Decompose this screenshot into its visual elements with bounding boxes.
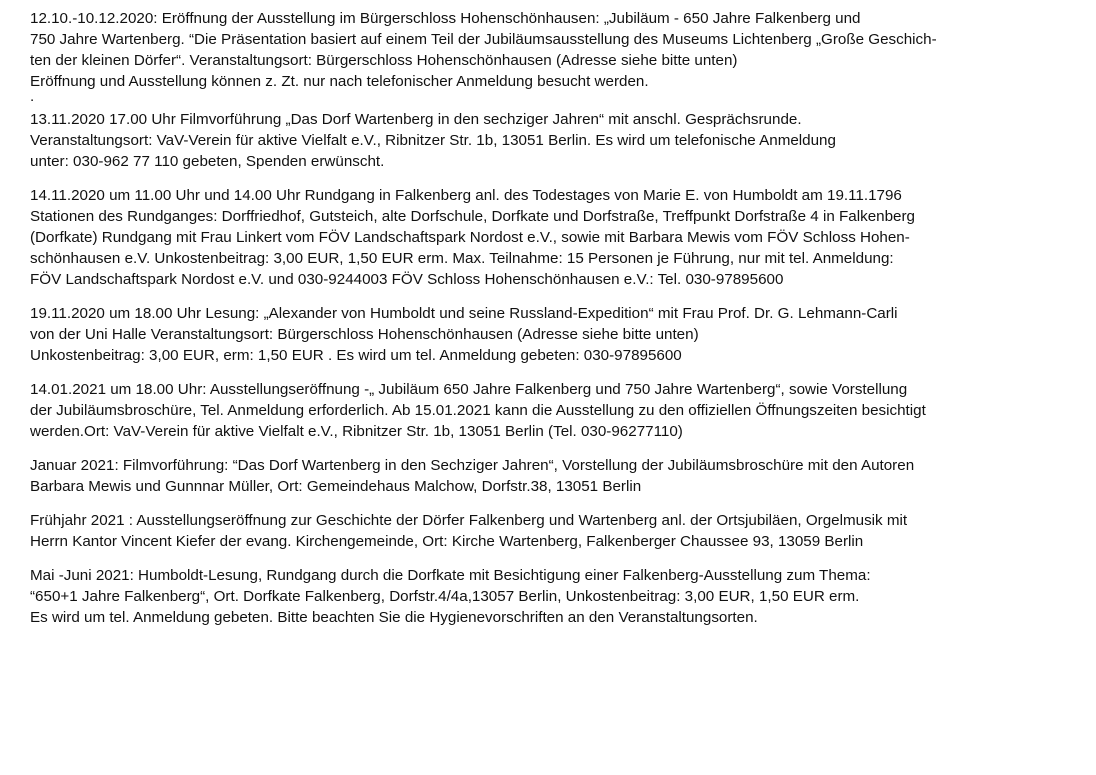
- spacer: [30, 552, 1090, 565]
- event-text-line: Veranstaltungsort: VaV-Verein für aktive Vielfalt e.V., Ribnitzer Str. 1b, 13051 Berlin. Es wird um telefonische Anmeldung: [30, 132, 836, 149]
- spacer: [30, 172, 1090, 185]
- event-text-line: werden.Ort: VaV-Verein für aktive Vielfalt e.V., Ribnitzer Str. 1b, 13051 Berlin (Tel. 030-96277110): [30, 423, 683, 440]
- event-text-line: 14.11.2020 um 11.00 Uhr und 14.00 Uhr Rundgang in Falkenberg anl. des Todestages von Marie E. von Humboldt am 19.11.1796: [30, 187, 902, 204]
- event-text-line: Herrn Kantor Vincent Kiefer der evang. Kirchengemeinde, Ort: Kirche Wartenberg, Falkenberger Chaussee 93, 13059 Berlin: [30, 533, 864, 550]
- event-text-line: Es wird um tel. Anmeldung gebeten. Bitte beachten Sie die Hygienevorschriften an den Veranstaltungsorten.: [30, 609, 758, 626]
- spacer: [30, 366, 1090, 379]
- event-text-line: Barbara Mewis und Gunnnar Müller, Ort: Gemeindehaus Malchow, Dorfstr.38, 13051 Berlin: [30, 478, 642, 495]
- event-entry-1: [30, 8, 1090, 106]
- event-text-line: FÖV Landschaftspark Nordost e.V. und 030-9244003 FÖV Schloss Hohenschönhausen e.V.: Tel. 030-97895600: [30, 271, 784, 288]
- event-entry-2: [30, 109, 1090, 172]
- event-text-line: von der Uni Halle Veranstaltungsort: Bürgerschloss Hohenschönhausen (Adresse siehe bitte unten): [30, 326, 699, 343]
- event-text-line: 12.10.-10.12.2020: Eröffnung der Ausstellung im Bürgerschloss Hohenschönhausen: „Jubiläum - 650 Jahre Falkenberg und: [30, 10, 861, 27]
- event-text-line: 750 Jahre Wartenberg. “Die Präsentation basiert auf einem Teil der Jubiläumsausstellung des Museums Lichtenberg „Große Geschich-: [30, 31, 937, 48]
- event-text-line: 13.11.2020 17.00 Uhr Filmvorführung „Das Dorf Wartenberg in den sechziger Jahren“ mit anschl. Gesprächsrunde.: [30, 111, 802, 128]
- event-text-line: Frühjahr 2021 : Ausstellungseröffnung zur Geschichte der Dörfer Falkenberg und Wartenberg anl. der Ortsjubiläen, Orgelmusik mit: [30, 512, 908, 529]
- event-entry-3: [30, 185, 1090, 290]
- event-text-line: (Dorfkate) Rundgang mit Frau Linkert vom FÖV Landschaftspark Nordost e.V., sowie mit Barbara Mewis vom FÖV Schloss Hohen-: [30, 229, 910, 246]
- event-entry-5: [30, 379, 1090, 442]
- event-text-line: .: [30, 88, 35, 105]
- event-entry-8: [30, 565, 1090, 628]
- event-entry-6: [30, 455, 1090, 497]
- event-text-line: Mai -Juni 2021: Humboldt-Lesung, Rundgang durch die Dorfkate mit Besichtigung einer Falkenberg-Ausstellung zum Thema:: [30, 567, 871, 584]
- spacer: [30, 442, 1090, 455]
- event-text-line: Januar 2021: Filmvorführung: “Das Dorf Wartenberg in den Sechziger Jahren“, Vorstellung der Jubiläumsbroschüre mit den Autoren: [30, 457, 915, 474]
- event-entry-4: [30, 303, 1090, 366]
- spacer: [30, 290, 1090, 303]
- event-list: [30, 8, 1090, 628]
- event-text-line: “650+1 Jahre Falkenberg“, Ort. Dorfkate Falkenberg, Dorfstr.4/4a,13057 Berlin, Unkostenbeitrag: 3,00 EUR, 1,50 EUR erm.: [30, 588, 860, 605]
- event-text-line: 19.11.2020 um 18.00 Uhr Lesung: „Alexander von Humboldt und seine Russland-Expedition“ mit Frau Prof. Dr. G. Lehmann-Carli: [30, 305, 898, 322]
- event-text-line: Stationen des Rundganges: Dorffriedhof, Gutsteich, alte Dorfschule, Dorfkate und Dorfstraße, Treffpunkt Dorfstraße 4 in Falkenberg: [30, 208, 915, 225]
- event-text-line: ten der kleinen Dörfer“. Veranstaltungsort: Bürgerschloss Hohenschönhausen (Adresse siehe bitte unten): [30, 52, 738, 69]
- event-text-line: Unkostenbeitrag: 3,00 EUR, erm: 1,50 EUR . Es wird um tel. Anmeldung gebeten: 030-97895600: [30, 347, 682, 364]
- event-text-line: der Jubiläumsbroschüre, Tel. Anmeldung erforderlich. Ab 15.01.2021 kann die Ausstellung zu den offiziellen Öffnungszeiten besichtigt: [30, 402, 926, 419]
- spacer: [30, 497, 1090, 510]
- event-text-line: Eröffnung und Ausstellung können z. Zt. nur nach telefonischer Anmeldung besucht werden.: [30, 73, 649, 90]
- event-text-line: 14.01.2021 um 18.00 Uhr: Ausstellungseröffnung -„ Jubiläum 650 Jahre Falkenberg und 750 Jahre Wartenberg“, sowie Vorstellung: [30, 381, 908, 398]
- event-entry-7: [30, 510, 1090, 552]
- event-text-line: unter: 030-962 77 110 gebeten, Spenden erwünscht.: [30, 153, 385, 170]
- event-text-line: schönhausen e.V. Unkostenbeitrag: 3,00 EUR, 1,50 EUR erm. Max. Teilnahme: 15 Personen je Führung, nur mit tel. Anmeldung:: [30, 250, 894, 267]
